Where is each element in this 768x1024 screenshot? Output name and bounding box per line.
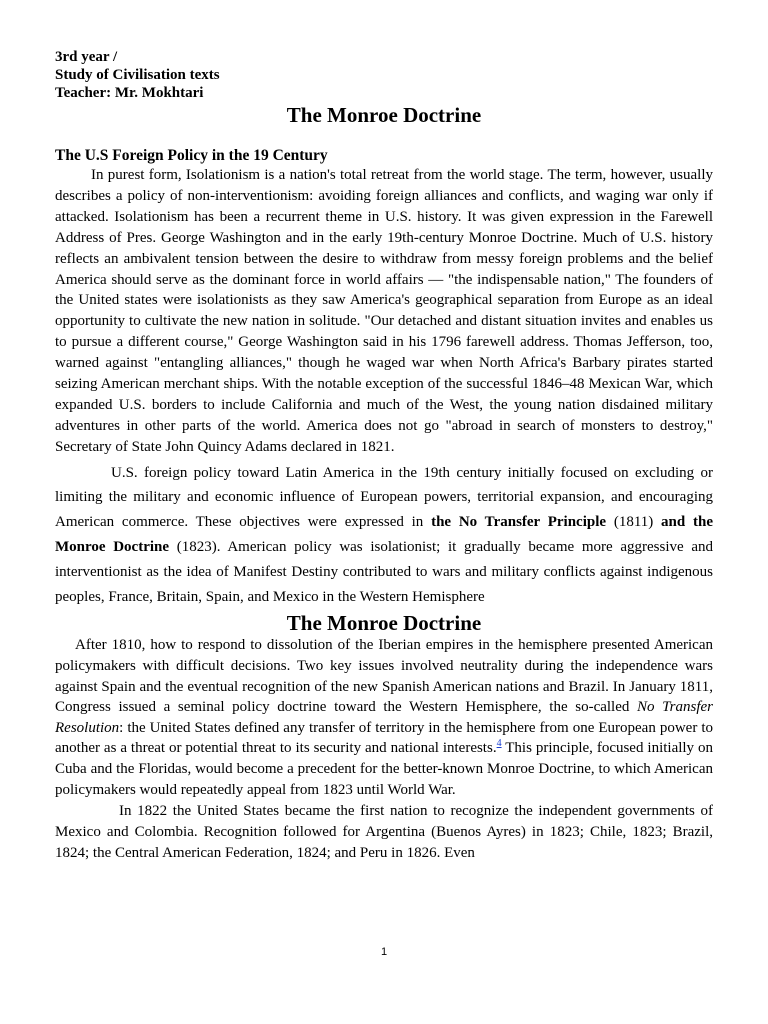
paragraph-text: : the United States defined any transfer of territory in the hemisphere from one European power to another as a threat or potential threat to its security and national interests. <box>55 719 713 757</box>
section-heading-monroe-doctrine: The Monroe Doctrine <box>286 611 482 636</box>
header-year: 3rd year / <box>55 49 118 65</box>
document-page <box>55 48 713 864</box>
page-number: 1 <box>380 946 388 958</box>
section-heading-foreign-policy: The U.S Foreign Policy in the 19 Century <box>55 147 328 164</box>
paragraph-text: This principle, focused initially on Cuba and the Floridas, would become a precedent for the better-known Monroe Doctrine, to which American policymakers would repeatedly appeal from 1823 until World War. <box>55 740 713 798</box>
document-header <box>55 48 713 102</box>
paragraph-isolationism: In purest form, Isolationism is a nation's total retreat from the world stage. The term, however, usually describes a policy of non-interventionism: avoiding foreign alliances and conflicts, and waging war only if attacked. Isolationism has been a recurrent theme in U.S. history. It was given expression in the Farewell Address of Pres. George Washington and in the early 19th-century Monroe Doctrine. Much of U.S. history reflects an ambivalent tension between the desire to withdraw from messy foreign problems and the belief America should serve as the dominant force in world affairs — "the indispensable nation," The founders of the United states were isolationists as they saw America's geographical separation from Europe as an ideal opportunity to cultivate the new nation in solitude. "Our detached and distant situation invites and enables us to pursue a different course," George Washington said in his 1796 farewell address. Thomas Jefferson, too, warned against "entangling alliances," though he waged war when North Africa's Barbary pirates started seizing American merchant ships. With the notable exception of the successful 1846–48 Mexican War, which expanded U.S. borders to include California and much of the West, the young nation disdained military adventures in other parts of the world. America does not go "abroad in search of monsters to destroy," Secretary of State John Quincy Adams declared in 1821. <box>55 167 713 455</box>
footnote-link[interactable]: 4 <box>496 738 502 750</box>
italic-no-transfer-resolution: No Transfer Resolution <box>55 699 714 736</box>
paragraph-text: After 1810, how to respond to dissolution of the Iberian empires in the hemisphere presented American policymakers with difficult decisions. Two key issues involved neutrality during the independence wars against Spain and the eventual recognition of the new Spanish American nations and Brazil. In January 1811, Congress issued a seminal policy doctrine toward the Western Hemisphere, the so-called <box>55 637 713 716</box>
paragraph-text: (1823). American policy was isolationist; it gradually became more aggressive and interventionist as the idea of Manifest Destiny contributed to wars and military conflicts against indigenous peoples, France, Britain, Spain, and Mexico in the Western Hemisphere <box>55 539 713 605</box>
paragraph-iberian-empires <box>55 635 713 800</box>
bold-monroe-doctrine: and the Monroe Doctrine <box>55 514 713 556</box>
paragraph-latin-america-policy <box>55 461 713 610</box>
document-title: The Monroe Doctrine <box>286 103 482 127</box>
paragraph-text: U.S. foreign policy toward Latin America in the 19th century initially focused on excluding or limiting the military and economic influence of European powers, territorial expansion, and encouraging American commerce. These objectives were expressed in <box>55 464 713 531</box>
header-teacher: Teacher: Mr. Mokhtari <box>55 85 204 101</box>
header-course: Study of Civilisation texts <box>55 67 220 83</box>
paragraph-text: (1811) <box>606 514 662 531</box>
bold-no-transfer-principle: the No Transfer Principle <box>431 514 607 531</box>
paragraph-recognition: In 1822 the United States became the first nation to recognize the independent governments of Mexico and Colombia. Recognition followed for Argentina (Buenos Ayres) in 1823; Chile, 1823; Brazil, 1824; the Central American Federation, 1824; and Peru in 1826. Even <box>55 803 713 861</box>
